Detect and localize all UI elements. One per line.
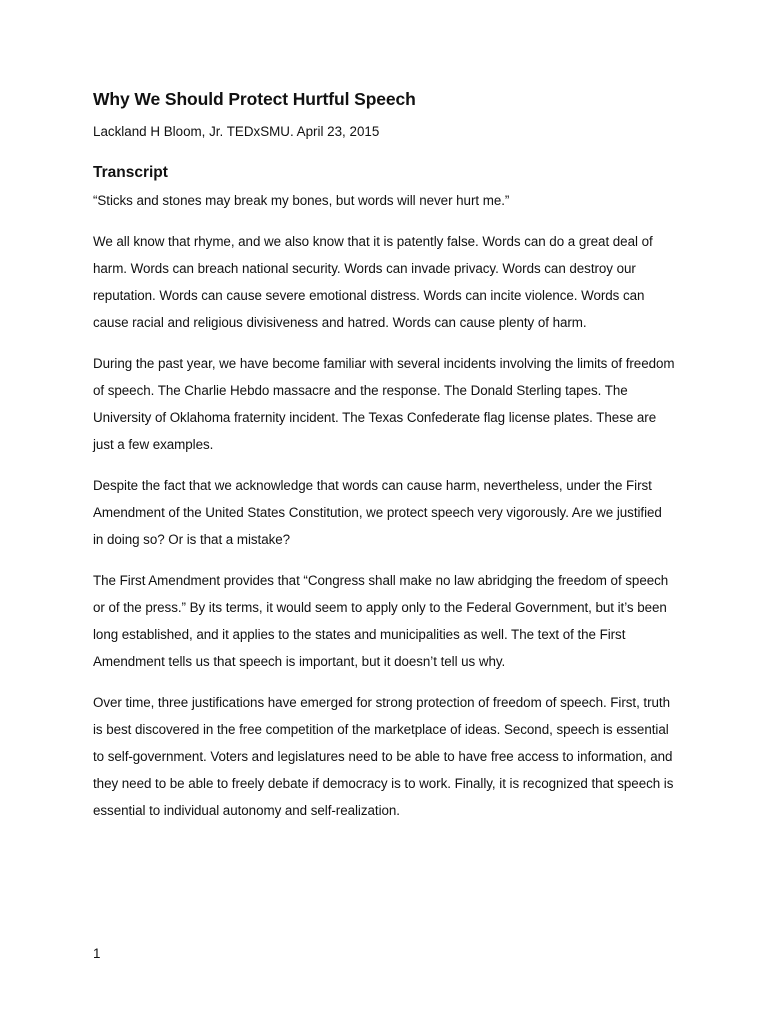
paragraph: Despite the fact that we acknowledge that words can cause harm, nevertheless, under the First Amendment of the United States Constitution, we protect speech very vigorously. Are we justified in doing so? Or is that a mistake?: [93, 478, 662, 547]
document-body: [93, 86, 675, 838]
paragraph: The First Amendment provides that “Congress shall make no law abridging the freedom of speech or of the press.” By its terms, it would seem to apply only to the Federal Government, but it’s been long established, and it applies to the states and municipalities as well. The text of the First Amendment tells us that speech is important, but it doesn’t tell us why.: [93, 573, 669, 669]
paragraph: During the past year, we have become familiar with several incidents involving the limits of freedom of speech. The Charlie Hebdo massacre and the response. The Donald Sterling tapes. The University of Oklahoma fraternity incident. The Texas Confederate flag license plates. These are just a few examples.: [93, 356, 675, 452]
byline: Lackland H Bloom, Jr. TEDxSMU. April 23, 2015: [93, 124, 380, 139]
paragraph: “Sticks and stones may break my bones, but words will never hurt me.”: [93, 193, 510, 208]
section-heading-transcript: Transcript: [93, 164, 168, 181]
page-number: 1: [93, 946, 101, 961]
document-title: Why We Should Protect Hurtful Speech: [93, 89, 416, 109]
paragraph: We all know that rhyme, and we also know that it is patently false. Words can do a great deal of harm. Words can breach national security. Words can invade privacy. Words can destroy our reputation. Words can cause severe emotional distress. Words can incite violence. Words can cause racial and religious divisiveness and hatred. Words can cause plenty of harm.: [93, 234, 653, 330]
paragraph: Over time, three justifications have emerged for strong protection of freedom of speech. First, truth is best discovered in the free competition of the marketplace of ideas. Second, speech is essential to self-government. Voters and legislatures need to be able to have free access to information, and they need to be able to freely debate if democracy is to work. Finally, it is recognized that speech is essential to individual autonomy and self-realization.: [93, 695, 674, 818]
